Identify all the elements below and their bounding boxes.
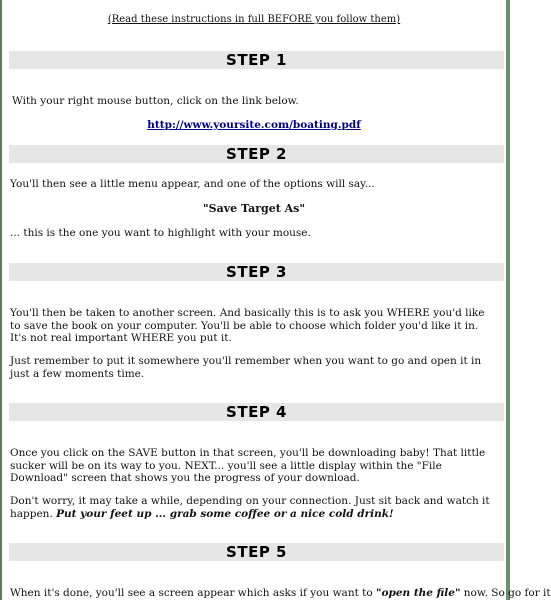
step-4-paragraph-2 <box>10 495 498 520</box>
step-4-paragraph-2-text: Don't worry, it may take a while, depending on your connection. Just sit back and watch it happen. <box>10 495 490 520</box>
download-link-row <box>2 119 506 131</box>
step-5-text-start: When it's done, you'll see a screen appear which asks if you want to <box>10 587 377 599</box>
document-page <box>2 0 551 600</box>
download-link[interactable]: http://www.yoursite.com/boating.pdf <box>147 119 361 131</box>
save-target-as-label: "Save Target As" <box>202 202 306 215</box>
step-3-paragraph-2: Just remember to put it somewhere you'll remember when you want to go and open it in just a few moments time. <box>10 355 482 380</box>
step-1-text: With your right mouse button, click on the link below. <box>12 95 299 107</box>
window-scrollbar-edge[interactable] <box>506 0 510 600</box>
step-2-text: You'll then see a little menu appear, and one of the options will say... <box>10 178 375 190</box>
step-4-paragraph-1: Once you click on the SAVE button in that screen, you'll be downloading baby! That little sucker will be on its way to you. NEXT... you'll see a little display within the "File Download" screen that shows you the progress of your download. <box>10 447 486 484</box>
step-3-heading: STEP 3 <box>9 263 504 281</box>
step-5-paragraph-1 <box>10 587 551 600</box>
step-1-heading: STEP 1 <box>9 51 504 69</box>
open-the-file-emphasis: "open the file" <box>376 587 461 599</box>
step-4-heading: STEP 4 <box>9 403 504 421</box>
step-2-after-text: ... this is the one you want to highlight with your mouse. <box>10 227 311 239</box>
step-5-heading: STEP 5 <box>9 543 504 561</box>
step-3-paragraph-1: You'll then be taken to another screen. And basically this is to ask you WHERE you'd like to save the book on your computer. You'll be able to choose which folder you'd like it in. It's not real important WHERE you put it. <box>10 307 485 344</box>
step-4-emphasis: Put your feet up ... grab some coffee or a nice cold drink! <box>56 507 394 520</box>
step-5-text-end: now. So go for it <box>460 587 551 599</box>
step-2-heading: STEP 2 <box>9 145 504 163</box>
read-instructions-note[interactable]: (Read these instructions in full BEFORE you follow them) <box>107 14 401 25</box>
